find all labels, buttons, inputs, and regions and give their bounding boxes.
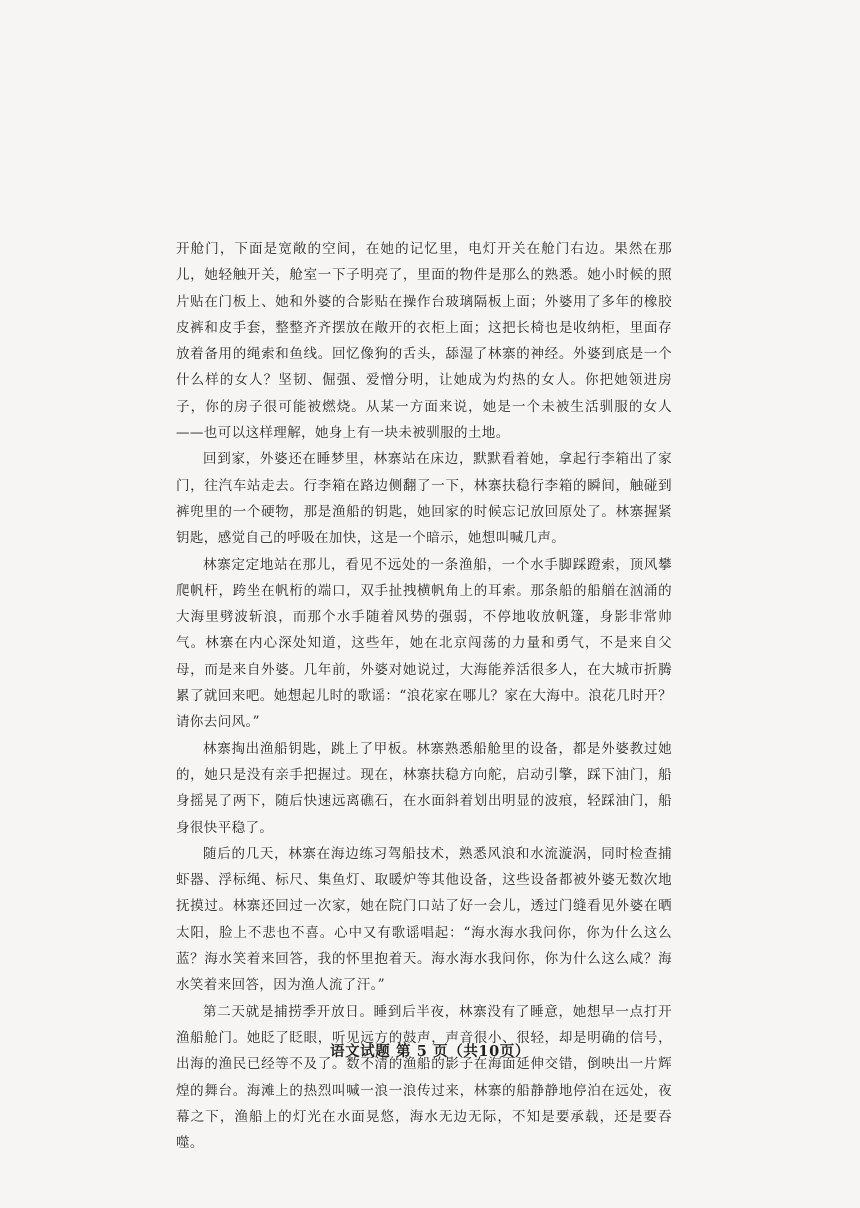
paragraph-4: 林寨掏出渔船钥匙，跳上了甲板。林寨熟悉船舱里的设备，都是外婆教过她的，她只是没有亲手把握过。现在，林寨扶稳方向舵，启动引擎，踩下油门，船身摇晃了两下，随后快速远离礁石，在水面斜着划出明显的波痕，轻踩油门，船身很快平稳了。 (176, 740, 672, 836)
paragraph-6: 第二天就是捕捞季开放日。睡到后半夜，林寨没有了睡意，她想早一点打开渔船舱门。她眨了眨眼，听见远方的鼓声，声音很小、很轻，却是明确的信号，出海的渔民已经等不及了。数不清的渔船的影子在海面延伸交错，倒映出一片辉煌的舞台。海滩上的热烈叫喊一浪一浪传过来，林寨的船静静地停泊在远处，夜幕之下，渔船上的灯光在水面晃悠，海水无边无际，不知是要承载，还是要吞噬。 (176, 1003, 672, 1152)
paragraph-3: 林寨定定地站在那儿，看见不远处的一条渔船，一个水手脚踩蹬索，顶风攀爬帆杆，跨坐在帆桁的端口，双手扯拽横帆角上的耳索。那条船的船艏在汹涌的大海里劈波斩浪，而那个水手随着风势的强弱，不停地收放帆篷，身影非常帅气。林寨在内心深处知道，这些年，她在北京闯荡的力量和勇气，不是来自父母，而是来自外婆。几年前，外婆对她说过，大海能养活很多人，在大城市折腾累了就回来吧。她想起儿时的歌谣：“浪花家在哪儿？家在大海中。浪花几时开？请你去问风。” (176, 556, 672, 731)
paragraph-2: 回到家，外婆还在睡梦里，林寨站在床边，默默看着她，拿起行李箱出了家门，往汽车站走去。行李箱在路边侧翻了一下，林寨扶稳行李箱的瞬间，触碰到裤兜里的一个硬物，那是渔船的钥匙，她回家的时候忘记放回原处了。林寨握紧钥匙，感觉自己的呼吸在加快，这是一个暗示，她想叫喊几声。 (176, 451, 672, 547)
page-footer: 语文试题 第 5 页（共10页） (329, 1043, 530, 1060)
passage-text (176, 236, 672, 1156)
paragraph-1-continued: 开舱门，下面是宽敞的空间，在她的记忆里，电灯开关在舱门右边。果然在那儿，她轻触开关，舱室一下子明亮了，里面的物件是那么的熟悉。她小时候的照片贴在门板上、她和外婆的合影贴在操作台玻璃隔板上面；外婆用了多年的橡胶皮裤和皮手套，整整齐齐摆放在敞开的衣柜上面；这把长椅也是收纳柜，里面存放着备用的绳索和鱼线。回忆像狗的舌头，舔湿了林寨的神经。外婆到底是一个什么样的女人？坚韧、倔强、爱憎分明，让她成为灼热的女人。你把她领进房子，你的房子很可能被燃烧。从某一方面来说，她是一个未被生活驯服的女人——也可以这样理解，她身上有一块未被驯服的土地。 (176, 241, 672, 442)
paragraph-5: 随后的几天，林寨在海边练习驾船技术，熟悉风浪和水流漩涡，同时检查捕虾器、浮标绳、标尺、集鱼灯、取暖炉等其他设备，这些设备都被外婆无数次地抚摸过。林寨还回过一次家，她在院门口站了好一会儿，透过门缝看见外婆在晒太阳，脸上不悲也不喜。心中又有歌谣唱起：“海水海水我问你，你为什么这么蓝？海水笑着来回答，我的怀里抱着天。海水海水我问你，你为什么这么咸？海水笑着来回答，因为渔人流了汗。” (176, 845, 672, 994)
